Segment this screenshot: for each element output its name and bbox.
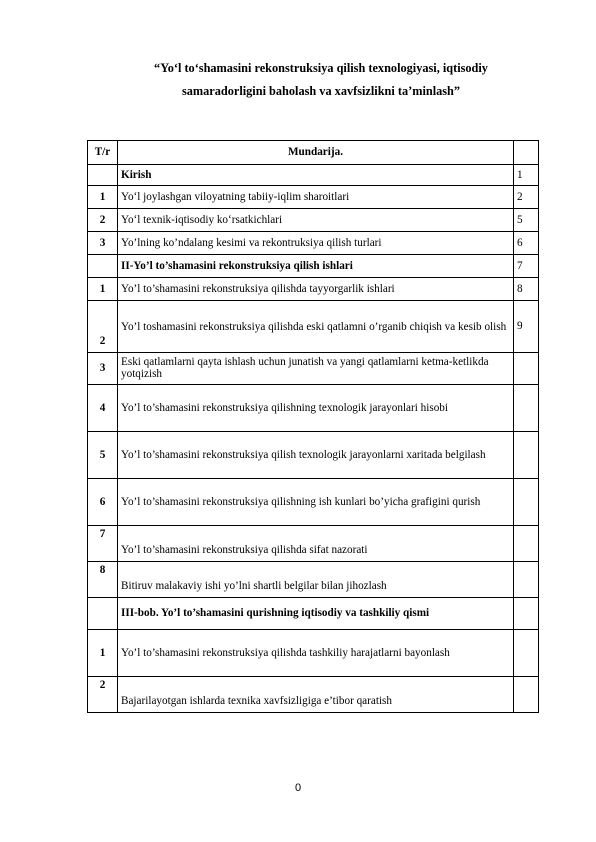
row-number: 7 bbox=[88, 526, 118, 562]
row-page bbox=[514, 479, 539, 526]
row-page: 9 bbox=[514, 301, 539, 353]
table-row bbox=[88, 479, 539, 526]
header-mundarija: Mundarija. bbox=[118, 141, 514, 165]
table-row bbox=[88, 598, 539, 630]
row-text bbox=[118, 479, 514, 526]
row-text-content: Yo’l to’shamasini rekonstruksiya qilishning texnologik jarayonlari hisobi bbox=[121, 402, 449, 414]
row-number bbox=[88, 598, 118, 630]
table-row bbox=[88, 432, 539, 479]
table-row bbox=[88, 301, 539, 353]
document-title bbox=[86, 57, 556, 103]
row-number: 2 bbox=[88, 301, 118, 353]
page-number: 0 bbox=[294, 782, 302, 794]
row-text-content: Yo’l to’shamasini rekonstruksiya qilish texnologik jarayonlarni xaritada belgilash bbox=[121, 449, 486, 461]
row-number bbox=[88, 165, 118, 186]
row-page bbox=[514, 353, 539, 385]
row-page bbox=[514, 432, 539, 479]
row-page: 1 bbox=[514, 165, 539, 186]
table-row bbox=[88, 562, 539, 598]
row-page bbox=[514, 385, 539, 432]
title-line-2: samaradorligini baholash va xavfsizlikni ta’minlash” bbox=[181, 84, 461, 98]
table-row bbox=[88, 677, 539, 713]
row-number: 1 bbox=[88, 186, 118, 209]
row-text: Bitiruv malakaviy ishi yo’lni shartli belgilar bilan jihozlash bbox=[118, 562, 514, 598]
row-text: Kirish bbox=[118, 165, 514, 186]
row-number: 8 bbox=[88, 562, 118, 598]
table-row bbox=[88, 630, 539, 677]
table-row bbox=[88, 165, 539, 186]
table-row bbox=[88, 232, 539, 255]
table-row bbox=[88, 278, 539, 301]
row-text: Eski qatlamlarni qayta ishlash uchun junatish va yangi qatlamlarni ketma-ketlikda yotqizish bbox=[118, 353, 514, 385]
row-number: 3 bbox=[88, 232, 118, 255]
row-text: II-Yo’l to’shamasini rekonstruksiya qilish ishlari bbox=[118, 255, 514, 278]
row-page: 2 bbox=[514, 186, 539, 209]
row-number: 1 bbox=[88, 278, 118, 301]
row-number: 2 bbox=[88, 209, 118, 232]
row-text: Yo‘l joylashgan viloyatning tabiiy-iqlim sharoitlari bbox=[118, 186, 514, 209]
row-number: 4 bbox=[88, 385, 118, 432]
row-text: Yo’l to’shamasini rekonstruksiya qilishda tayyorgarlik ishlari bbox=[118, 278, 514, 301]
row-text: Yo‘l texnik-iqtisodiy ko‘rsatkichlari bbox=[118, 209, 514, 232]
row-page bbox=[514, 598, 539, 630]
table-row bbox=[88, 209, 539, 232]
row-page: 8 bbox=[514, 278, 539, 301]
row-page: 6 bbox=[514, 232, 539, 255]
row-page bbox=[514, 562, 539, 598]
row-page: 7 bbox=[514, 255, 539, 278]
row-number: 3 bbox=[88, 353, 118, 385]
header-tr: T/r bbox=[88, 141, 118, 165]
row-page bbox=[514, 630, 539, 677]
table-row bbox=[88, 526, 539, 562]
row-number: 5 bbox=[88, 432, 118, 479]
row-text bbox=[118, 432, 514, 479]
row-text-content: Yo’l to’shamasini rekonstruksiya qilishda tashkiliy harajatlarni bayonlash bbox=[121, 647, 450, 659]
row-text bbox=[118, 630, 514, 677]
row-text-content: Yo’l to’shamasini rekonstruksiya qilishning ish kunlari bo’yicha grafigini qurish bbox=[121, 496, 481, 508]
row-number: 6 bbox=[88, 479, 118, 526]
row-number: 2 bbox=[88, 677, 118, 713]
table-row bbox=[88, 385, 539, 432]
table-row bbox=[88, 186, 539, 209]
table-row bbox=[88, 353, 539, 385]
row-text: Yo’lning ko’ndalang kesimi va rekontruksiya qilish turlari bbox=[118, 232, 514, 255]
table-row bbox=[88, 255, 539, 278]
row-text: Bajarilayotgan ishlarda texnika xavfsizligiga e’tibor qaratish bbox=[118, 677, 514, 713]
contents-table bbox=[87, 140, 539, 713]
row-text: Yo’l to’shamasini rekonstruksiya qilishda sifat nazorati bbox=[118, 526, 514, 562]
row-text: III-bob. Yo’l to’shamasini qurishning iqtisodiy va tashkiliy qismi bbox=[118, 598, 514, 630]
row-number bbox=[88, 255, 118, 278]
row-page bbox=[514, 526, 539, 562]
row-page bbox=[514, 677, 539, 713]
row-text bbox=[118, 385, 514, 432]
row-page: 5 bbox=[514, 209, 539, 232]
title-line-1: “Yo‘l to‘shamasini rekonstruksiya qilish texnologiyasi, iqtisodiy bbox=[154, 61, 488, 75]
header-page bbox=[514, 141, 539, 165]
row-number: 1 bbox=[88, 630, 118, 677]
table-header-row bbox=[88, 141, 539, 165]
row-text: Yo’l toshamasini rekonstruksiya qilishda eski qatlamni o’rganib chiqish va kesib olish bbox=[118, 301, 514, 353]
